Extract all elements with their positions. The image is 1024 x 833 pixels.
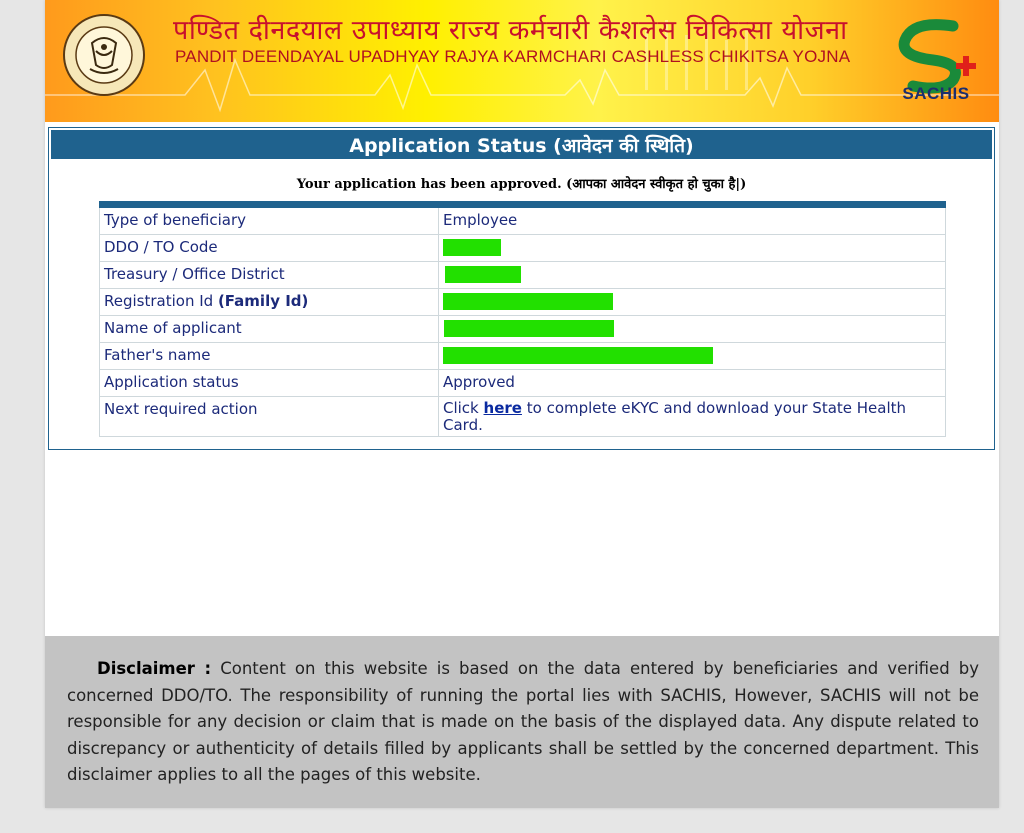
table-row <box>100 343 946 370</box>
table-row <box>100 316 946 343</box>
table-row <box>100 262 946 289</box>
panel-heading: Application Status (आवेदन की स्थिति) <box>49 128 994 161</box>
row-label: Next required action <box>100 397 439 437</box>
table-row <box>100 370 946 397</box>
approval-message: Your application has been approved. (आपका आवेदन स्वीकृत हो चुका है|) <box>296 177 747 192</box>
table-row <box>100 289 946 316</box>
row-label: Application status <box>100 370 439 397</box>
row-label: Treasury / Office District <box>100 262 439 289</box>
row-label: Registration Id <box>104 292 214 310</box>
header-title-english: PANDIT DEENDAYAL UPADHYAY RAJYA KARMCHARI CASHLESS CHIKITSA YOJNA <box>175 47 851 66</box>
row-value: Approved <box>439 370 946 397</box>
row-label: DDO / TO Code <box>100 235 439 262</box>
table-row <box>100 235 946 262</box>
disclaimer-label: Disclaimer : <box>97 659 212 678</box>
table-row <box>100 205 946 235</box>
redacted-value <box>443 239 501 256</box>
row-value: Employee <box>439 205 946 235</box>
redacted-value <box>444 320 614 337</box>
table-row <box>100 397 946 437</box>
row-label: Type of beneficiary <box>100 205 439 235</box>
disclaimer-section <box>45 636 999 808</box>
redacted-value <box>443 347 713 364</box>
disclaimer-text: Content on this website is based on the data entered by beneficiaries and verified by concerned DDO/TO. The responsibility of running the portal lies with SACHIS, However, SACHIS will not be responsible for any decision or claim that is made on the basis of the displayed data. Any dispute related to discrepancy or authenticity of details filled by applicants shall be settled by the concerned department. This disclaimer applies to all the pages of this website. <box>67 659 979 784</box>
ekyc-here-link[interactable]: here <box>483 399 522 417</box>
header-title-hindi: पण्डित दीनदयाल उपाध्याय राज्य कर्मचारी कैशलेस चिकित्सा योजना <box>173 15 848 46</box>
action-text-prefix: Click <box>443 399 479 417</box>
action-text-suffix: to complete eKYC and download your State Health Card. <box>443 399 907 434</box>
application-details-table <box>99 201 946 437</box>
redacted-value <box>445 266 521 283</box>
header-banner <box>45 0 999 122</box>
up-government-emblem-icon <box>62 13 146 97</box>
sachis-logo-text: SACHIS <box>902 84 970 103</box>
row-label-bold: (Family Id) <box>217 292 309 310</box>
application-status-panel <box>48 127 995 450</box>
page-container <box>45 0 999 808</box>
redacted-value <box>443 293 613 310</box>
row-label: Name of applicant <box>100 316 439 343</box>
row-label: Father's name <box>100 343 439 370</box>
